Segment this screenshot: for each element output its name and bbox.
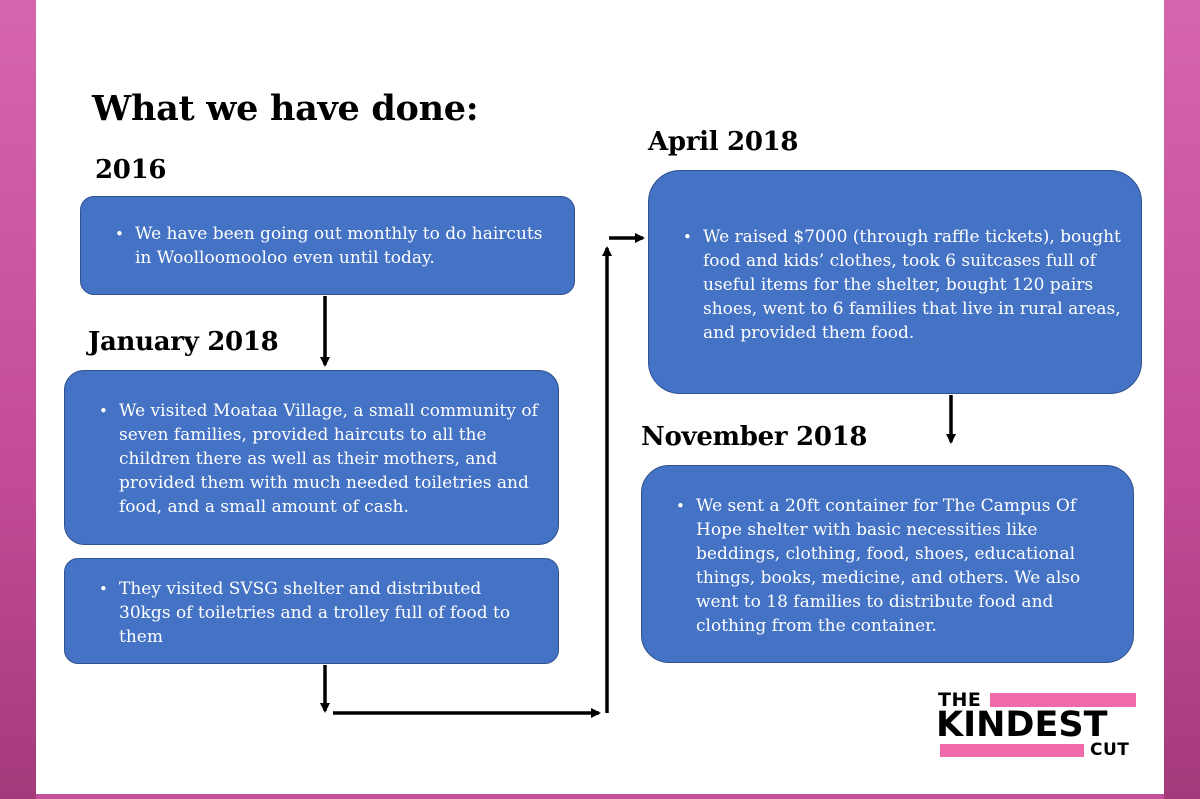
slide [36,0,1164,794]
list-item: They visited SVSG shelter and distributed 30kgs of toiletries and a trolley full of food to them [119,579,511,647]
right-decorative-band [1164,0,1200,799]
the-kindest-cut-logo [936,690,1136,762]
list-item: We sent a 20ft container for The Campus Of Hope shelter with basic necessities like beddings, clothing, food, shoes, educational things, books, medicine, and others. We also went to 18 families to distribute food and clothing from the container. [696,496,1081,636]
slide-title: What we have done: [92,88,479,129]
list-item: We raised $7000 (through raffle tickets), bought food and kids’ clothes, took 6 suitcases full of useful items for the shelter, bought 120 pairs shoes, went to 6 families that live in rural areas, and provided them food. [703,227,1121,343]
heading-2016: 2016 [95,155,167,185]
list-item: We visited Moataa Village, a small community of seven families, provided haircuts to all the children there as well as their mothers, and provided them with much needed toiletries and food, and a small amount of cash. [119,401,538,517]
heading-january-2018: January 2018 [88,327,279,357]
heading-april-2018: April 2018 [648,127,799,157]
list-item: We have been going out monthly to do haircuts in Woolloomooloo even until today. [135,224,543,268]
heading-november-2018: November 2018 [641,422,868,452]
logo-line-3: CUT [1090,740,1130,760]
logo-accent-bar [940,744,1084,757]
flow-arrows [36,0,1164,794]
logo-line-1: THE [938,689,982,711]
logo-line-2: KINDEST [936,705,1108,745]
left-decorative-band [0,0,36,799]
